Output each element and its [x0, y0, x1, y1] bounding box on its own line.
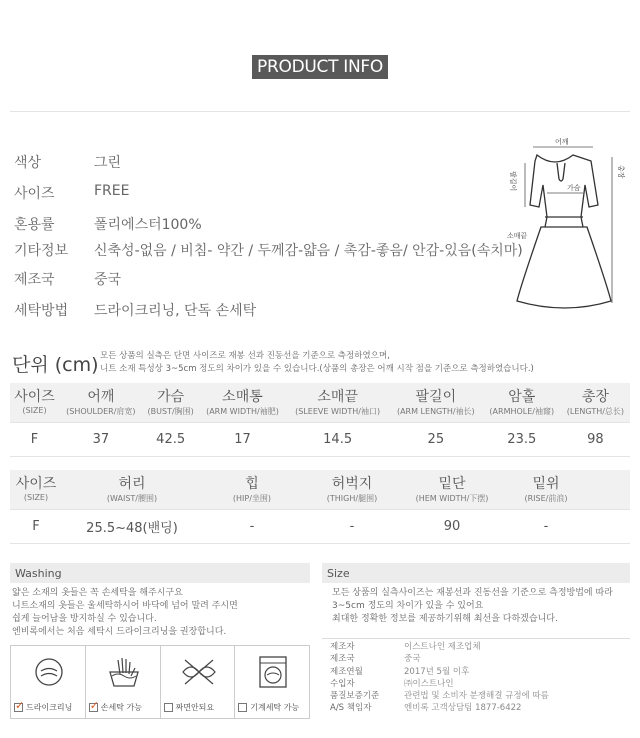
meta-row [322, 666, 630, 678]
table-header: 암홀 [508, 389, 536, 405]
care-label-text: 기계세탁 가능 [250, 703, 300, 712]
size-line: 최대한 정확한 정보를 제공하기위해 최선을 다하겠습니다. [332, 614, 558, 624]
info-key: 제조국 [14, 272, 55, 288]
hand-wash-icon [104, 652, 144, 692]
info-key: 사이즈 [14, 186, 55, 202]
table-subheader: (RISE/前浪) [524, 494, 568, 503]
care-label-text: 짜면안되요 [175, 703, 215, 712]
meta-row [322, 702, 630, 714]
table-cell: 25.5~48(밴딩) [62, 509, 202, 543]
table-header: 허벅지 [331, 476, 373, 492]
meta-key: 품질보증기준 [330, 691, 380, 702]
info-value: 신축성-없음 / 비침- 약간 / 두께감-얇음 / 촉감-좋음/ 안감-있음(속치마) [94, 243, 523, 259]
diagram-sleeve-end-label: 소매끝 [507, 232, 528, 240]
table-cell: 98 [561, 422, 630, 456]
table-cell: 25 [389, 422, 483, 456]
table-header: 총장 [581, 389, 609, 405]
meta-value: 이스트나인 제조업체 [404, 642, 481, 652]
table-cell: - [502, 509, 590, 543]
checkbox-unchecked [164, 703, 173, 712]
care-dry-clean [11, 646, 86, 718]
dress-size-diagram [495, 135, 635, 310]
meta-key: 제조국 [330, 654, 355, 665]
meta-key: 수입자 [330, 678, 355, 689]
meta-key: 제조자 [330, 642, 355, 652]
table-subheader: (HEM WIDTH/下摆) [415, 494, 489, 503]
checkbox-unchecked [238, 703, 247, 712]
table-cell: 90 [402, 509, 502, 543]
info-key: 세탁방법 [14, 303, 69, 319]
diagram-length-label: 총장 [617, 165, 625, 179]
table-subheader: (LENGTH/总长) [566, 407, 625, 416]
diagram-arm-label: 팔길이 [509, 171, 517, 192]
table-subheader: (HIP/坐围) [232, 494, 272, 503]
table-row [10, 509, 630, 543]
table-header-row [10, 470, 630, 493]
washing-line: 쉽게 늘어남을 방지하실 수 있습니다. [12, 614, 157, 624]
table-header: 사이즈 [14, 389, 55, 405]
meta-row [322, 653, 630, 665]
info-value: 폴리에스터100% [94, 217, 202, 233]
info-value: FREE [94, 183, 130, 199]
table-subheader: (WAIST/腰围) [106, 494, 158, 503]
table-header: 어깨 [87, 389, 115, 405]
washing-description [12, 587, 238, 639]
info-key: 혼용률 [14, 217, 55, 233]
table-subheader: (ARM WIDTH/袖肥) [206, 407, 279, 416]
table-header: 소매통 [222, 389, 263, 405]
table-header: 밑위 [532, 476, 560, 492]
table-header: 힙 [245, 476, 259, 492]
info-key: 색상 [14, 155, 42, 171]
info-value: 드라이크리닝, 단독 손세탁 [94, 303, 257, 319]
table-subheader: (BUST/胸围) [147, 407, 194, 416]
table-header: 가슴 [157, 389, 185, 405]
care-hand-wash [86, 646, 161, 718]
meta-value: 엔비록 고객상담팀 1877-6422 [404, 703, 522, 714]
table-subheader-empty [590, 493, 630, 509]
size-panel-title: Size [322, 563, 630, 583]
info-key: 기타정보 [14, 243, 69, 259]
unit-label: 단위 (cm) [12, 354, 99, 376]
table-cell: - [202, 509, 302, 543]
table-subheader: (SIZE) [22, 406, 47, 415]
table-cell-empty [590, 509, 630, 543]
care-no-wring [161, 646, 236, 718]
divider [10, 111, 630, 112]
title-wrap [0, 55, 640, 79]
no-wring-icon [179, 652, 219, 692]
diagram-shoulder-label: 어깨 [555, 138, 569, 146]
table-header: 팔길이 [415, 389, 457, 405]
meta-row [322, 641, 630, 653]
page-title: PRODUCT INFO [252, 55, 388, 79]
meta-value: 2017년 5월 이후 [404, 666, 470, 677]
size-line: 모든 상품의 실측사이즈는 재봉선과 진동선을 기준으로 측정방법에 따라 [332, 588, 613, 598]
table-row [10, 422, 630, 456]
checkbox-checked [89, 703, 98, 712]
table-cell: 42.5 [143, 422, 199, 456]
table-header: 밑단 [438, 476, 466, 492]
meta-key: A/S 책임자 [330, 703, 372, 714]
care-label-text: 손세탁 가능 [100, 703, 142, 712]
size-table-bottom [10, 470, 630, 544]
table-cell: 23.5 [483, 422, 561, 456]
meta-value: 관련법 및 소비자 분쟁해결 규정에 따름 [404, 691, 549, 702]
meta-row [322, 690, 630, 702]
table-subheader: (SLEEVE WIDTH/袖口) [295, 407, 381, 416]
table-cell: - [302, 509, 402, 543]
table-cell: 37 [59, 422, 143, 456]
table-cell: F [10, 509, 62, 543]
care-label [164, 702, 215, 713]
care-label [89, 702, 142, 713]
table-cell: F [10, 422, 59, 456]
table-header-row [10, 383, 630, 406]
diagram-bust-label: 가슴 [567, 184, 581, 192]
washing-line: 얇은 소재의 옷들은 꼭 손세탁을 해주시구요 [12, 588, 183, 598]
meta-row [322, 678, 630, 690]
care-label [238, 702, 299, 713]
machine-wash-icon [253, 652, 293, 692]
size-line: 3~5cm 정도의 차이가 있을 수 있어요 [332, 601, 484, 611]
size-table-top [10, 383, 630, 457]
table-subheader: (SHOULDER/肩宽) [66, 407, 136, 416]
table-header: 소매끝 [317, 389, 358, 405]
info-value: 그린 [94, 155, 122, 171]
care-machine-wash [235, 646, 309, 718]
table-header-empty [590, 470, 630, 493]
measurement-note [100, 350, 534, 376]
table-subheader-row [10, 406, 630, 422]
meta-value: ㈜이스트나인 [404, 678, 454, 689]
table-subheader: (ARMHOLE/袖窿) [489, 407, 555, 416]
washing-line: 엔비록에서는 처음 세탁시 드라이크리닝을 권장합니다. [12, 627, 227, 637]
product-meta [322, 638, 630, 715]
care-label [14, 702, 72, 713]
note-line: 니트 소재 특성상 3~5cm 정도의 차이가 있을 수 있습니다.(상품의 총장은 어깨 시작 점을 기준으로 측정하였습니다.) [100, 364, 534, 374]
table-subheader-row [10, 493, 630, 509]
table-header: 허리 [118, 476, 146, 492]
checkbox-checked [14, 703, 23, 712]
table-cell: 17 [199, 422, 287, 456]
size-description [332, 587, 613, 626]
washing-panel-title: Washing [10, 563, 310, 583]
note-line: 모든 상품의 실측은 단면 사이즈로 재봉 선과 진동선을 기준으로 측정하였으며, [100, 351, 390, 361]
care-label-text: 드라이크리닝 [26, 703, 73, 712]
meta-value: 중국 [404, 654, 421, 665]
table-subheader: (SIZE) [23, 493, 49, 502]
care-icons [10, 645, 310, 719]
dry-clean-icon [29, 652, 69, 692]
info-value: 중국 [94, 272, 122, 288]
table-header: 사이즈 [15, 476, 57, 492]
table-subheader: (ARM LENGTH/袖长) [396, 407, 475, 416]
table-subheader: (THIGH/腿围) [326, 494, 378, 503]
table-cell: 14.5 [286, 422, 389, 456]
meta-key: 제조연월 [330, 666, 363, 677]
washing-line: 니트소재의 옷들은 울세탁하시어 바닥에 넘어 말려 주시면 [12, 601, 238, 611]
